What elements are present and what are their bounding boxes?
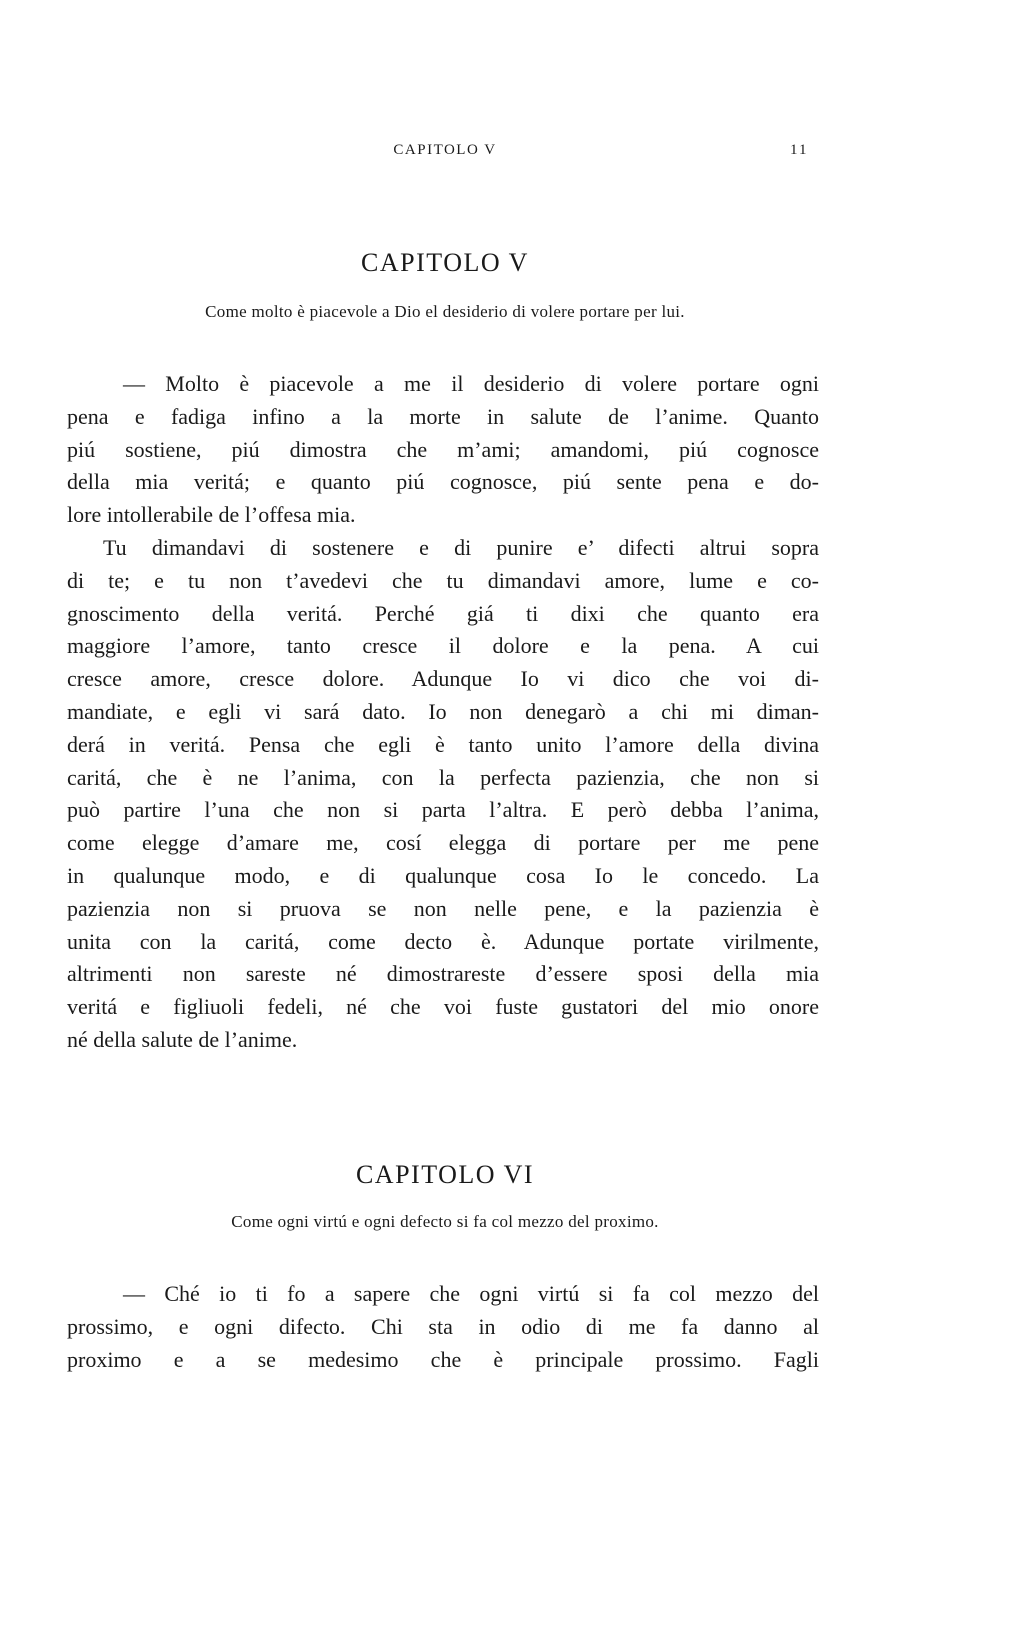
- text-line: pena e fadiga infino a la morte in salute de l’anime. Quanto: [67, 403, 819, 429]
- chapter-5-body: [67, 368, 819, 1057]
- text-line: può partire l’una che non si parta l’altra. E però debba l’anima,: [67, 797, 819, 823]
- text-line: caritá, che è ne l’anima, con la perfecta pazienzia, che non si: [67, 764, 819, 790]
- text-line: Tu dimandavi di sostenere e di punire e’ difecti altrui sopra: [103, 534, 819, 560]
- text-line: prossimo, e ogni difecto. Chi sta in odio di me fa danno al: [67, 1313, 819, 1339]
- chapter-6-body: [67, 1278, 819, 1376]
- text-line: proximo e a se medesimo che è principale prossimo. Fagli: [67, 1346, 819, 1372]
- chapter-5-title: CAPITOLO V: [361, 248, 529, 277]
- chapter-6-subtitle: Come ogni virtú e ogni defecto si fa col mezzo del proximo.: [231, 1212, 659, 1231]
- text-line: pazienzia non si pruova se non nelle pene, e la pazienzia è: [67, 895, 819, 921]
- text-line: mandiate, e egli vi sará dato. Io non denegarò a chi mi diman-: [67, 698, 819, 724]
- chapter-6-title: CAPITOLO VI: [355, 1160, 535, 1189]
- text-line: — Ché io ti fo a sapere che ogni virtú si fa col mezzo del: [123, 1281, 819, 1306]
- text-line: piú sostiene, piú dimostra che m’ami; amandomi, piú cognosce: [67, 436, 819, 462]
- running-head: [0, 142, 1019, 166]
- text-line: maggiore l’amore, tanto cresce il dolore e la pena. A cui: [67, 633, 819, 659]
- text-line: veritá e figliuoli fedeli, né che voi fuste gustatori del mio onore: [67, 994, 819, 1020]
- text-line: derá in veritá. Pensa che egli è tanto unito l’amore della divina: [67, 731, 819, 757]
- running-head-title: CAPITOLO V: [393, 142, 497, 158]
- text-line: né della salute de l’anime.: [67, 1026, 298, 1052]
- text-line: gnoscimento della veritá. Perché giá ti dixi che quanto era: [67, 600, 819, 626]
- text-line: unita con la caritá, come decto è. Adunque portate virilmente,: [67, 928, 819, 954]
- chapter-5-subtitle: Come molto è piacevole a Dio el desiderio di volere portare per lui.: [205, 302, 685, 321]
- text-line: lore intollerabile de l’offesa mia.: [67, 502, 356, 528]
- text-line: della mia veritá; e quanto piú cognosce, piú sente pena e do-: [67, 469, 819, 495]
- text-line: — Molto è piacevole a me il desiderio di volere portare ogni: [123, 371, 819, 396]
- text-line: altrimenti non sareste né dimostrareste d’essere sposi della mia: [67, 961, 819, 987]
- text-line: di te; e tu non t’avedevi che tu dimandavi amore, lume e co-: [67, 567, 819, 593]
- page-number: 11: [790, 142, 809, 158]
- text-line: in qualunque modo, e di qualunque cosa Io le concedo. La: [67, 862, 819, 888]
- text-line: come elegge d’amare me, cosí elegga di portare per me pene: [67, 830, 819, 856]
- text-line: cresce amore, cresce dolore. Adunque Io vi dico che voi di-: [67, 666, 819, 692]
